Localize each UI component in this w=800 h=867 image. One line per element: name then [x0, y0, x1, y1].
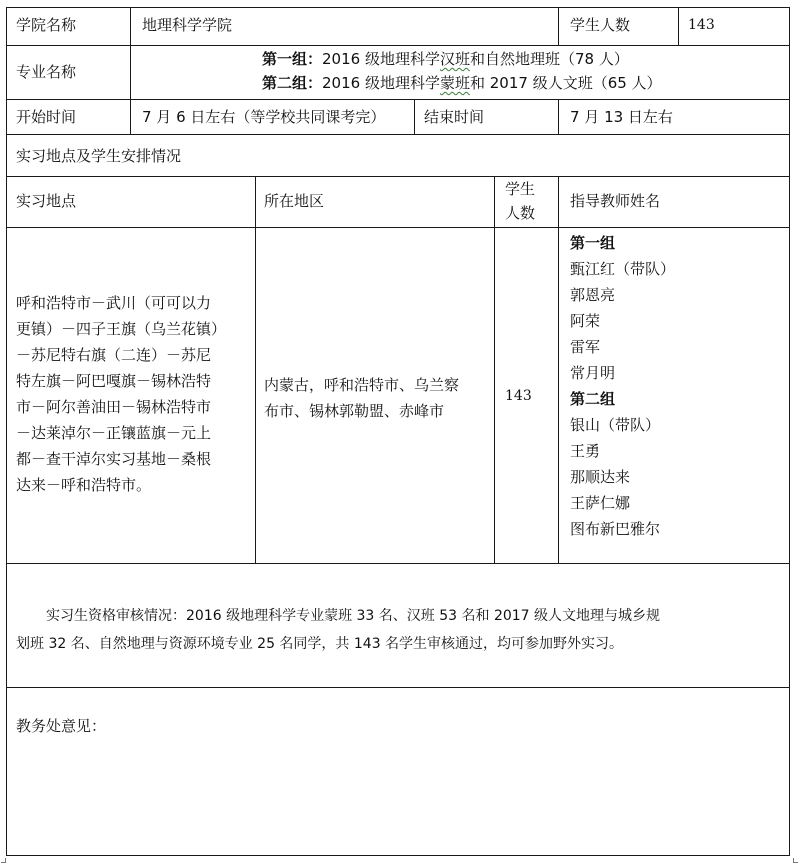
header-location: 实习地点	[16, 192, 77, 210]
border-line	[6, 134, 790, 135]
teacher-name: 王萨仁娜	[570, 494, 631, 512]
border-line	[255, 176, 256, 564]
student-count-label: 学生人数	[570, 16, 631, 34]
border-line	[558, 176, 559, 564]
header-students-line1: 学生	[505, 180, 536, 198]
border-line	[6, 855, 790, 856]
review-line: 实习生资格审核情况：2016 级地理科学专业蒙班 33 名、汉班 53 名和 2017 级人文地理与城乡规	[46, 608, 661, 624]
route-line: －达莱淖尔－正镶蓝旗－元上	[16, 424, 212, 442]
border-line	[6, 7, 7, 856]
route-line: －苏尼特右旗（二连）－苏尼	[16, 346, 212, 364]
header-students-line2: 人数	[505, 204, 536, 222]
route-text	[16, 290, 226, 498]
border-line	[6, 99, 790, 100]
header-teachers: 指导教师姓名	[570, 192, 661, 210]
border-line	[678, 7, 679, 46]
border-line	[494, 176, 495, 564]
corner-mark	[1, 858, 6, 863]
teacher-name: 郭恩亮	[570, 286, 616, 304]
border-line	[130, 7, 131, 135]
end-time-label: 结束时间	[424, 108, 485, 126]
teacher-name: 银山（带队）	[570, 416, 661, 434]
route-line: 特左旗－阿巴嘎旗－锡林浩特	[16, 372, 212, 390]
teacher-name: 王勇	[570, 442, 601, 460]
major-group2	[262, 74, 662, 92]
major-group1	[262, 50, 629, 68]
teacher-name: 图布新巴雅尔	[570, 520, 661, 538]
review-paragraph	[16, 602, 660, 658]
border-line	[6, 563, 790, 564]
teacher-name: 常月明	[570, 364, 616, 382]
college-name-label: 学院名称	[16, 16, 77, 34]
student-count-value: 143	[688, 17, 715, 33]
major-group1-text-a: 2016 级地理科学	[322, 50, 440, 68]
section-title: 实习地点及学生安排情况	[16, 147, 182, 165]
major-group2-text-a: 2016 级地理科学	[322, 74, 440, 92]
border-line	[6, 7, 790, 8]
major-group1-prefix: 第一组：	[262, 50, 323, 68]
border-line	[6, 45, 790, 46]
border-line	[6, 176, 790, 177]
route-line: 都－查干淖尔实习基地－桑根	[16, 450, 212, 468]
header-region: 所在地区	[264, 192, 325, 210]
review-line: 划班 32 名、自然地理与资源环境专业 25 名同学，共 143 名学生审核通过，均可参加野外实习。	[16, 636, 624, 652]
college-name-value: 地理科学学院	[142, 16, 233, 34]
start-time-label: 开始时间	[16, 108, 77, 126]
end-time-value: 7 月 13 日左右	[570, 108, 673, 126]
border-line	[6, 687, 790, 688]
teacher-list	[570, 230, 675, 542]
academic-affairs-opinion-label: 教务处意见：	[16, 717, 107, 735]
route-line: 更镇）－四子王旗（乌兰花镇）	[16, 320, 227, 338]
major-group2-text-c: 和 2017 级人文班（65 人）	[469, 74, 662, 92]
teacher-name: 阿荣	[570, 312, 601, 330]
major-label: 专业名称	[16, 63, 77, 81]
route-line: 呼和浩特市－武川（可可以力	[16, 294, 212, 312]
corner-mark	[793, 858, 798, 863]
region-line: 布市、锡林郭勒盟、赤峰市	[264, 402, 445, 420]
teacher-name: 甄江红（带队）	[570, 260, 676, 278]
group1-title: 第一组	[570, 234, 616, 252]
border-line	[558, 99, 559, 135]
start-time-value: 7 月 6 日左右（等学校共同课考完）	[142, 108, 386, 126]
group2-title: 第二组	[570, 390, 616, 408]
students-value: 143	[505, 388, 532, 404]
teacher-name: 那顺达来	[570, 468, 631, 486]
major-group2-text-b: 蒙班	[439, 74, 470, 92]
border-line	[558, 7, 559, 46]
border-line	[6, 227, 790, 228]
route-line: 市－阿尔善油田－锡林浩特市	[16, 398, 212, 416]
border-line	[789, 7, 790, 856]
route-line: 达来－呼和浩特市。	[16, 476, 152, 494]
region-line: 内蒙古，呼和浩特市、乌兰察	[264, 376, 460, 394]
major-group2-prefix: 第二组：	[262, 74, 323, 92]
major-group1-text-b: 汉班	[439, 50, 470, 68]
major-group1-text-c: 和自然地理班（78 人）	[469, 50, 629, 68]
teacher-name: 雷军	[570, 338, 601, 356]
region-text	[264, 372, 459, 424]
border-line	[414, 99, 415, 135]
